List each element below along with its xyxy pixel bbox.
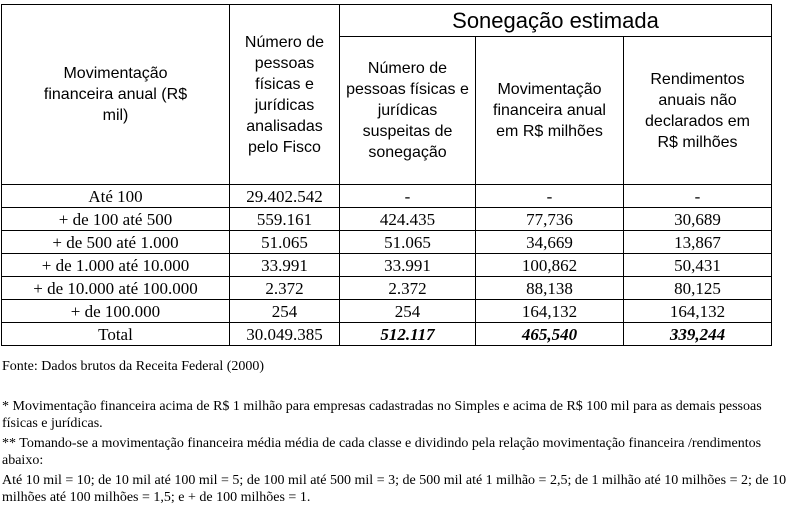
header-analisadas: Número de pessoas físicas e jurídicas analisadas pelo Fisco	[230, 5, 340, 185]
header-rendimentos: Rendimentos anuais não declarados em R$ milhões	[624, 37, 772, 185]
cell-faixa: + de 1.000 até 10.000	[2, 254, 230, 277]
cell-analisadas: 33.991	[230, 254, 340, 277]
cell-suspeitas: 254	[340, 300, 476, 323]
footnote-3: Até 10 mil = 10; de 10 mil até 100 mil = 5; de 100 mil até 500 mil = 3; de 500 mil até 1 milhão = 2,5; de 1 milhão até 10 milhões = 2; de 10 milhões até 100 milhões = 1,5; e + de 100 milhões = 1.	[2, 473, 787, 505]
footnote-2: ** Tomando-se a movimentação financeira média média de cada classe e dividindo pela relação movimentação financeira /rendimentos abaixo:	[2, 436, 762, 468]
cell-suspeitas: 2.372	[340, 277, 476, 300]
cell-faixa: + de 100 até 500	[2, 208, 230, 231]
tax-evasion-table	[1, 4, 772, 346]
cell-rendimentos: 80,125	[624, 277, 772, 300]
cell-suspeitas: -	[340, 185, 476, 208]
cell-total-label: Total	[2, 323, 230, 346]
table-row	[2, 208, 772, 231]
table-row	[2, 277, 772, 300]
cell-faixa: + de 10.000 até 100.000	[2, 277, 230, 300]
header-faixa: Movimentação financeira anual (R$ mil)	[2, 5, 230, 185]
cell-rendimentos: -	[624, 185, 772, 208]
cell-analisadas: 51.065	[230, 231, 340, 254]
table-total-row	[2, 323, 772, 346]
cell-total-movimentacao: 465,540	[476, 323, 624, 346]
cell-analisadas: 254	[230, 300, 340, 323]
cell-movimentacao: 77,736	[476, 208, 624, 231]
table-row	[2, 254, 772, 277]
cell-total-suspeitas: 512.117	[340, 323, 476, 346]
table-row	[2, 231, 772, 254]
table-row	[2, 300, 772, 323]
cell-rendimentos: 30,689	[624, 208, 772, 231]
cell-faixa: + de 500 até 1.000	[2, 231, 230, 254]
cell-rendimentos: 164,132	[624, 300, 772, 323]
cell-rendimentos: 50,431	[624, 254, 772, 277]
header-movimentacao: Movimentação financeira anual em R$ milhões	[476, 37, 624, 185]
cell-faixa: + de 100.000	[2, 300, 230, 323]
cell-rendimentos: 13,867	[624, 231, 772, 254]
cell-analisadas: 29.402.542	[230, 185, 340, 208]
source-note: Fonte: Dados brutos da Receita Federal (2000)	[2, 359, 265, 374]
cell-movimentacao: 164,132	[476, 300, 624, 323]
cell-total-analisadas: 30.049.385	[230, 323, 340, 346]
cell-movimentacao: -	[476, 185, 624, 208]
cell-movimentacao: 88,138	[476, 277, 624, 300]
cell-movimentacao: 100,862	[476, 254, 624, 277]
header-sonegacao-group: Sonegação estimada	[340, 5, 772, 37]
cell-suspeitas: 424.435	[340, 208, 476, 231]
header-suspeitas: Número de pessoas físicas e jurídicas suspeitas de sonegação	[340, 37, 476, 185]
cell-analisadas: 2.372	[230, 277, 340, 300]
cell-analisadas: 559.161	[230, 208, 340, 231]
cell-movimentacao: 34,669	[476, 231, 624, 254]
cell-suspeitas: 33.991	[340, 254, 476, 277]
cell-total-rendimentos: 339,244	[624, 323, 772, 346]
cell-suspeitas: 51.065	[340, 231, 476, 254]
cell-faixa: Até 100	[2, 185, 230, 208]
table-row	[2, 185, 772, 208]
footnote-1: * Movimentação financeira acima de R$ 1 milhão para empresas cadastradas no Simples e acima de R$ 100 mil para as demais pessoas físicas e jurídicas.	[2, 399, 762, 431]
